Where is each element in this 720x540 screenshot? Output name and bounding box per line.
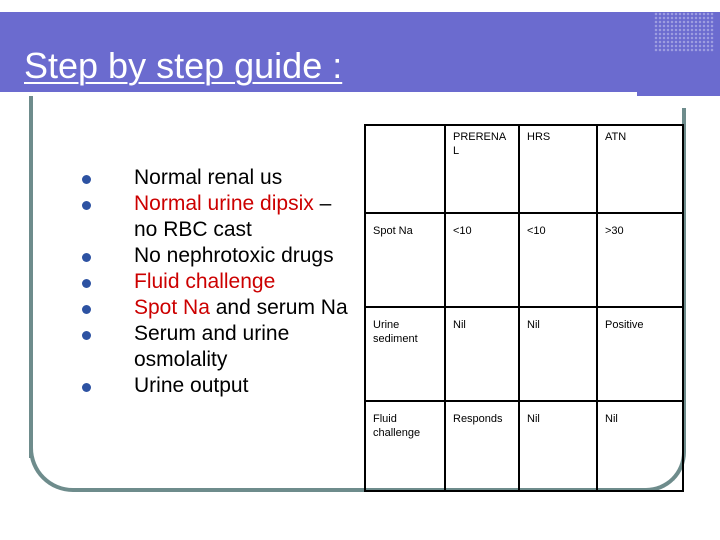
decorative-dot-pattern (654, 12, 714, 52)
bullet-item (80, 243, 360, 269)
bullet-dot-icon (82, 201, 91, 210)
bullet-text: Serum and urine osmolality (134, 322, 290, 371)
title-bar (0, 12, 720, 96)
bullet-item (80, 269, 360, 295)
table-cell: <10 (445, 213, 519, 307)
bullet-text-highlight: Spot Na (134, 296, 210, 319)
column-header: HRS (519, 125, 597, 213)
bullet-dot-icon (82, 175, 91, 184)
table-cell: Nil (597, 401, 683, 491)
bullet-dot-icon (82, 305, 91, 314)
bullet-text-highlight: Normal urine dipsix (134, 192, 314, 215)
bullet-item (80, 295, 360, 321)
bullet-dot-icon (82, 331, 91, 340)
row-header: Fluid challenge (365, 401, 445, 491)
table-corner-cell (365, 125, 445, 213)
table-header-row (365, 125, 683, 213)
table-cell: Nil (519, 401, 597, 491)
bullet-text: and serum Na (209, 296, 348, 319)
bullet-text: No nephrotoxic drugs (134, 244, 334, 267)
bullet-item (80, 191, 360, 243)
bullet-text-highlight: Fluid challenge (134, 270, 276, 293)
table-row (365, 307, 683, 401)
table-row (365, 401, 683, 491)
bullet-dot-icon (82, 383, 91, 392)
bullet-dot-icon (82, 279, 91, 288)
table-row (365, 213, 683, 307)
title-underline-rule (0, 92, 637, 100)
bullet-item (80, 373, 360, 399)
table-cell: >30 (597, 213, 683, 307)
frame-left-border (29, 96, 33, 458)
table-cell: Nil (445, 307, 519, 401)
bullet-text: Urine output (134, 374, 249, 397)
bullet-item (80, 321, 360, 373)
column-header: ATN (597, 125, 683, 213)
table-cell: <10 (519, 213, 597, 307)
row-header: Spot Na (365, 213, 445, 307)
table-cell: Responds (445, 401, 519, 491)
row-header: Urine sediment (365, 307, 445, 401)
bullet-dot-icon (82, 253, 91, 262)
column-header: PRERENA L (445, 125, 519, 213)
comparison-table (364, 124, 684, 492)
slide-title: Step by step guide : (24, 45, 343, 86)
bullet-text: – no RBC cast (134, 192, 332, 241)
table-cell: Positive (597, 307, 683, 401)
bullet-list (80, 165, 360, 399)
table-cell: Nil (519, 307, 597, 401)
bullet-item (80, 165, 360, 191)
bullet-text: Normal renal us (134, 166, 283, 189)
